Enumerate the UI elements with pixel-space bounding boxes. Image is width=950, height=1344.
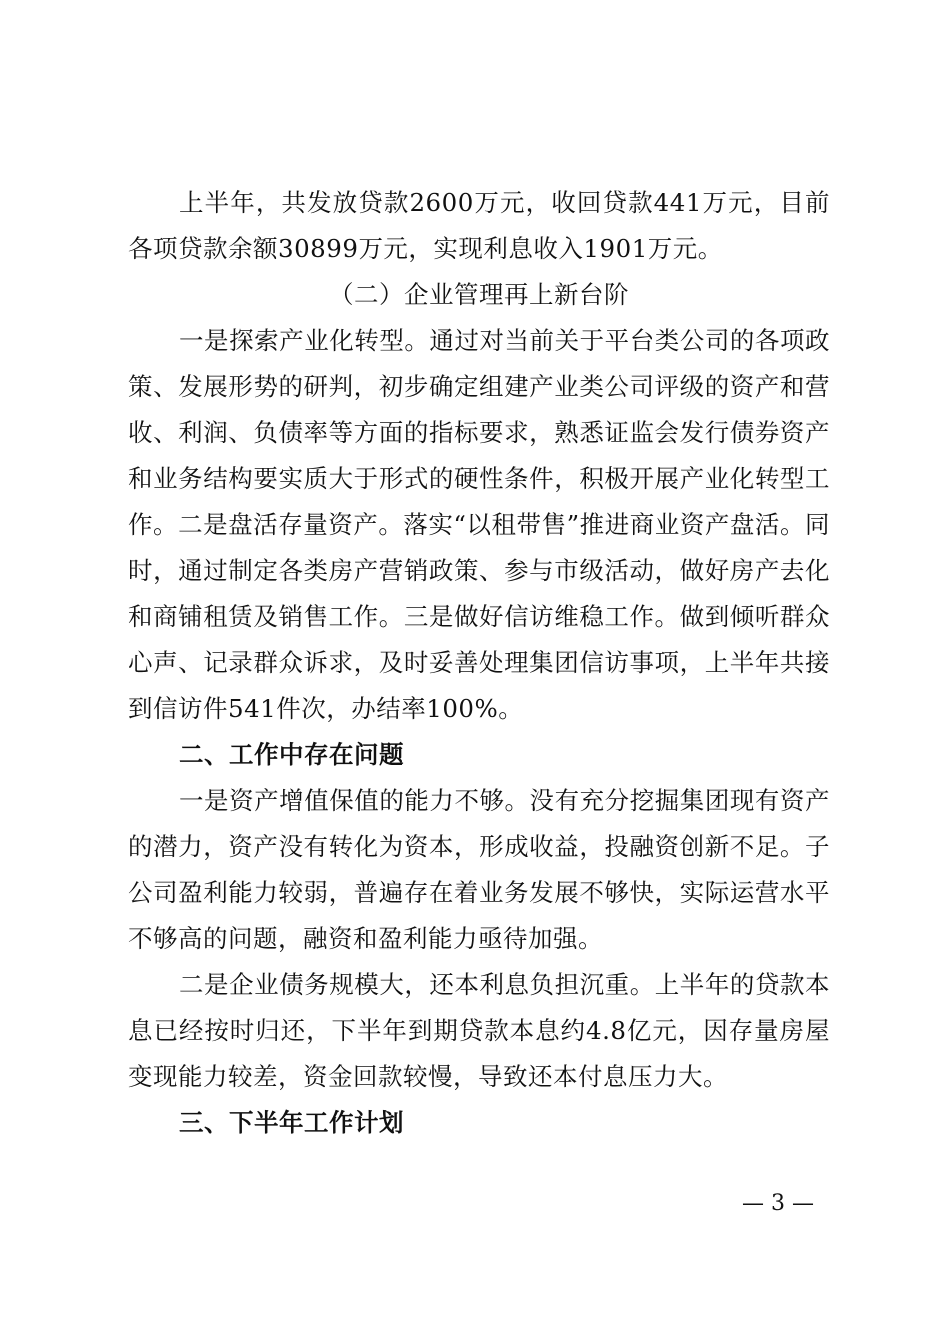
page-number: — 3 — [742,1191,814,1216]
document-body [128,180,830,1146]
heading-second-half-plan: 三、下半年工作计划 [179,1108,404,1137]
paragraph-loans: 上半年，共发放贷款2600万元，收回贷款441万元，目前各项贷款余额30899万元，实现利息收入1901万元。 [128,188,830,263]
paragraph-debt-scale: 二是企业债务规模大，还本利息负担沉重。上半年的贷款本息已经按时归还，下半年到期贷款本息约4.8亿元，因存量房屋变现能力较差，资金回款较慢，导致还本付息压力大。 [128,970,830,1091]
paragraph-asset-value: 一是资产增值保值的能力不够。没有充分挖掘集团现有资产的潜力，资产没有转化为资本，形成收益，投融资创新不足。子公司盈利能力较弱，普遍存在着业务发展不够快，实际运营水平不够高的问题，融资和盈利能力亟待加强。 [128,786,830,953]
heading-existing-problems: 二、工作中存在问题 [179,740,404,769]
subheading-enterprise-management: （二）企业管理再上新台阶 [329,280,629,309]
paragraph-transformation: 一是探索产业化转型。通过对当前关于平台类公司的各项政策、发展形势的研判，初步确定组建产业类公司评级的资产和营收、利润、负债率等方面的指标要求，熟悉证监会发行债券资产和业务结构要实质大于形式的硬性条件，积极开展产业化转型工作。二是盘活存量资产。落实“以租带售”推进商业资产盘活。同时，通过制定各类房产营销政策、参与市级活动，做好房产去化和商铺租赁及销售工作。三是做好信访维稳工作。做到倾听群众心声、记录群众诉求，及时妥善处理集团信访事项，上半年共接到信访件541件次，办结率100%。 [128,326,830,723]
